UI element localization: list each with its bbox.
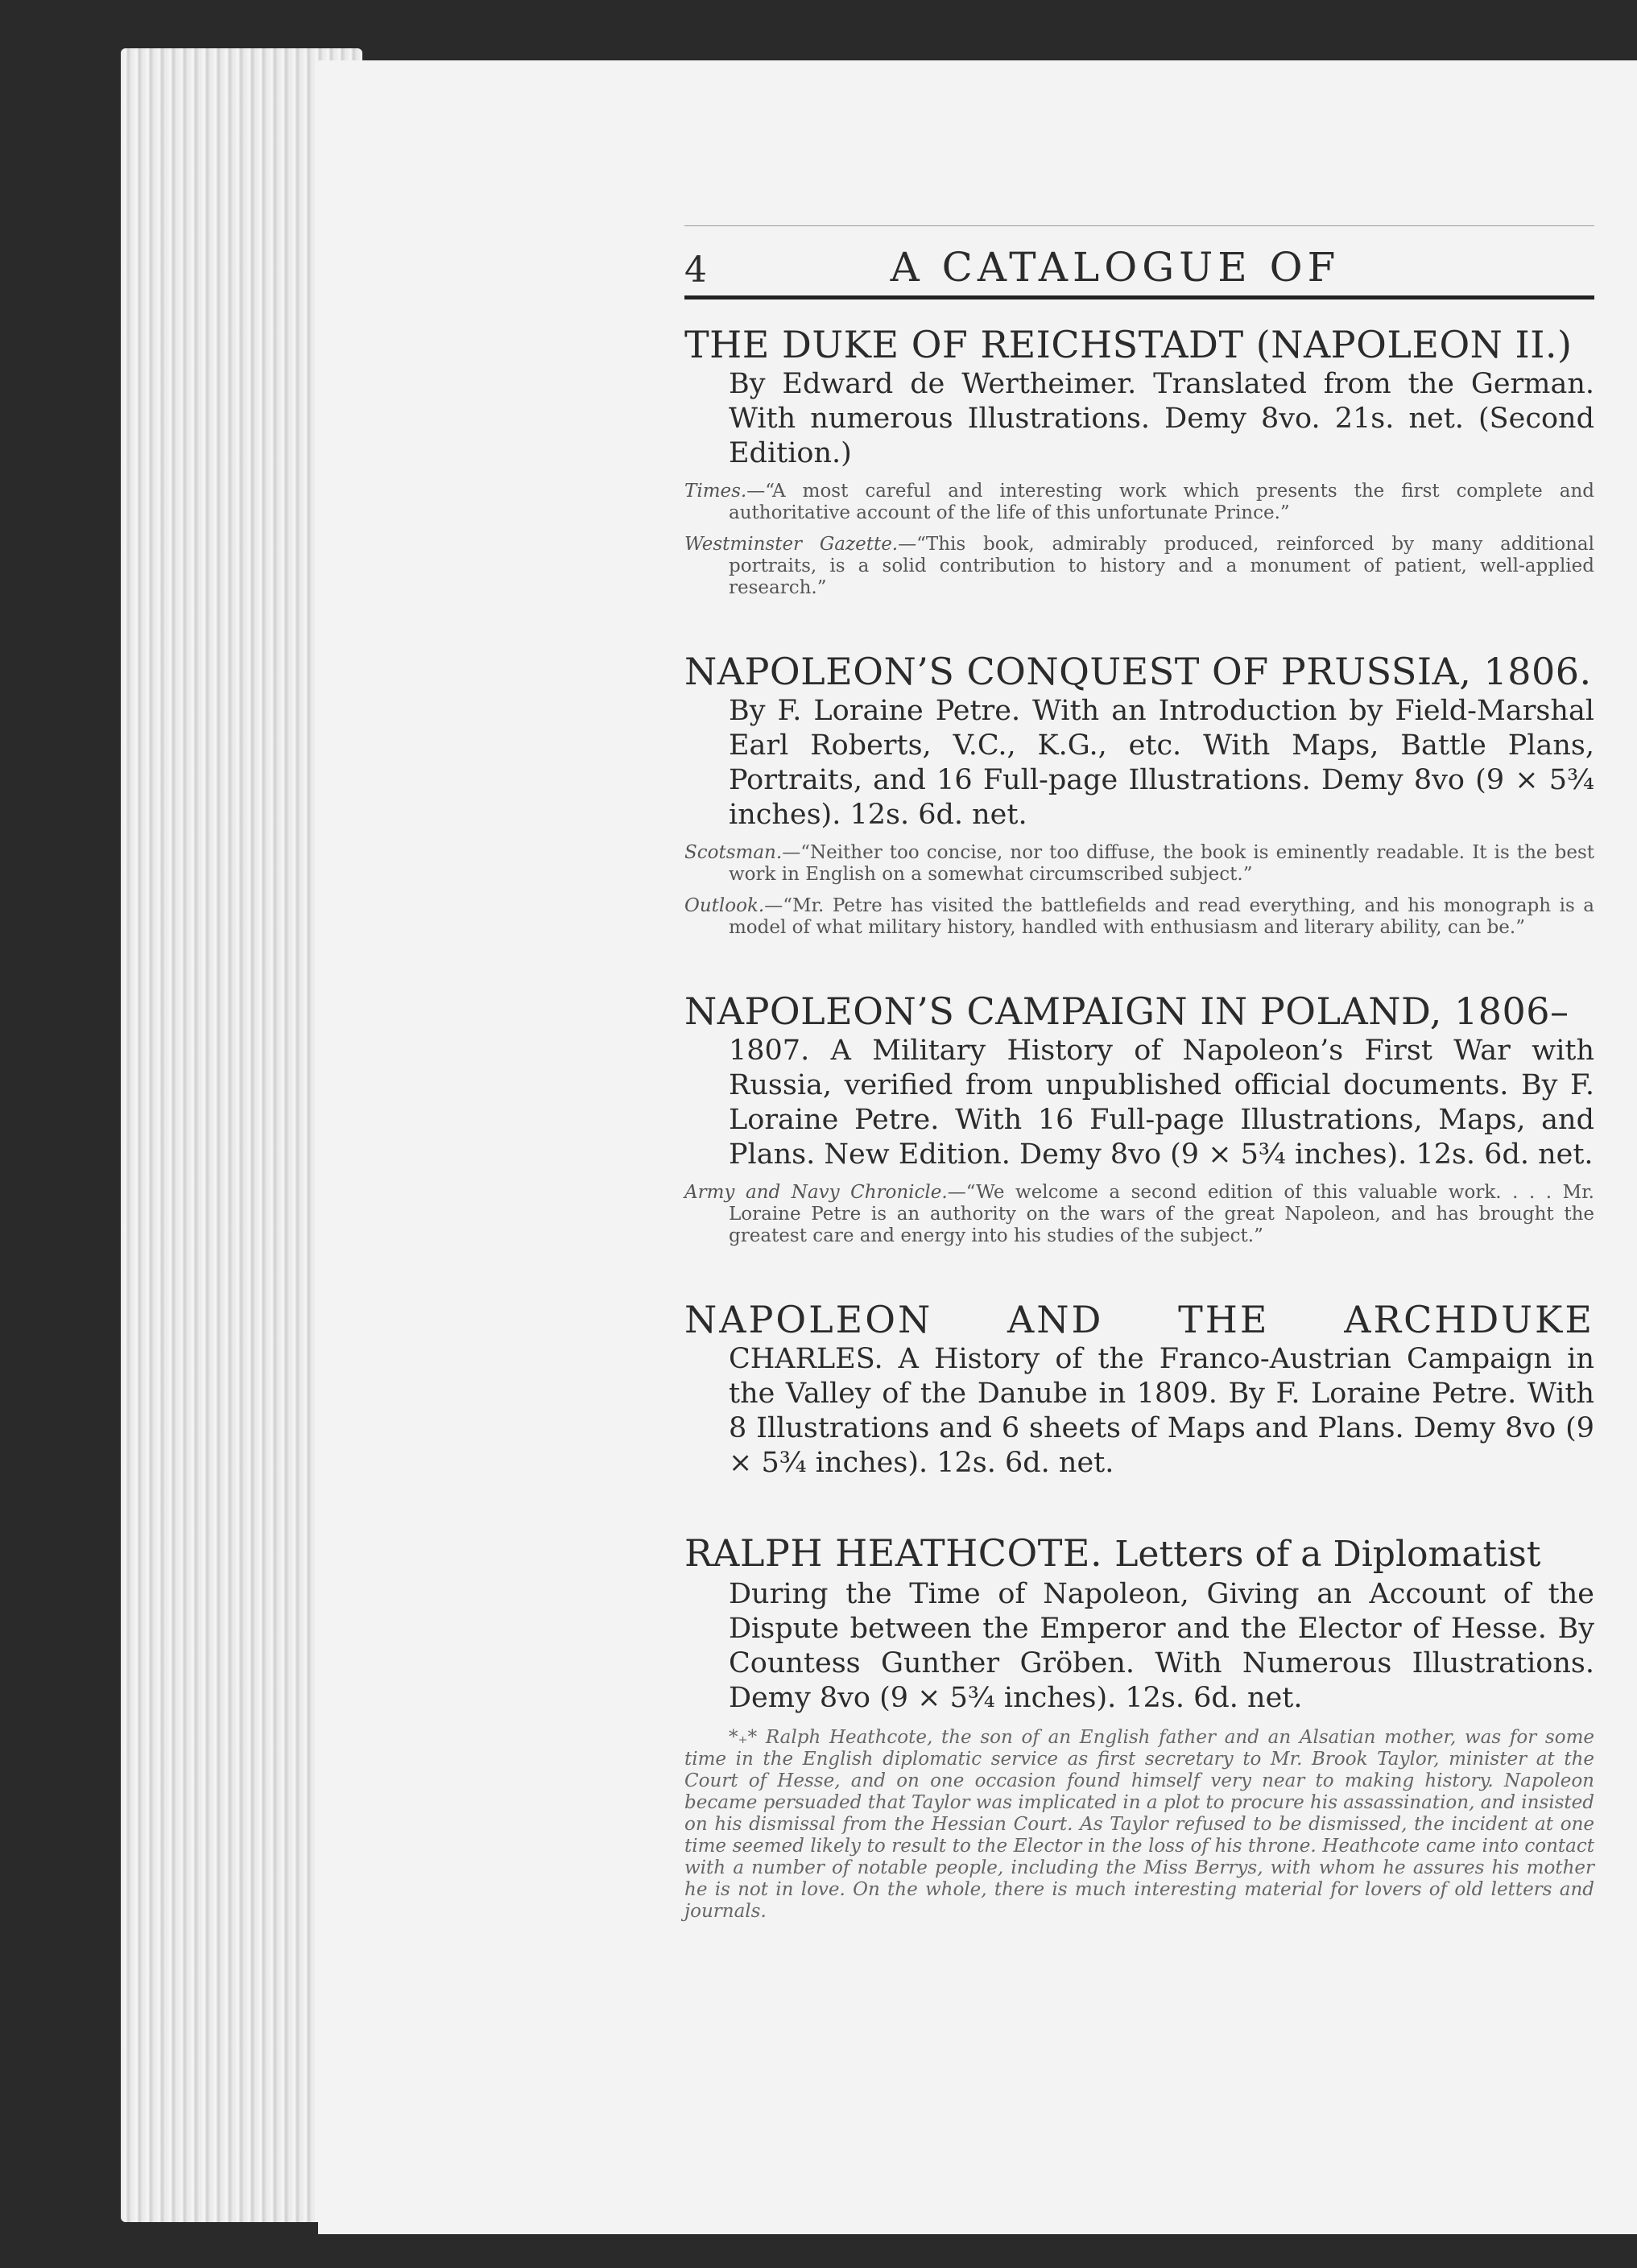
review-source: Times. — [684, 481, 747, 502]
entry-title: THE DUKE OF REICHSTADT (NAPOLEON II.) — [684, 323, 1573, 366]
entry-title: NAPOLEON’S CONQUEST OF PRUSSIA, 1806. — [684, 650, 1592, 693]
title-word: AND — [1007, 1298, 1104, 1341]
page-number: 4 — [684, 250, 707, 291]
catalogue-entry — [684, 989, 1594, 1247]
catalogue-entry — [684, 322, 1594, 599]
review-text: —“Mr. Petre has visited the battlefields and read everything, and his monograph is a model of what military history, handled with enthusiasm and literary ability, can be.” — [729, 895, 1594, 938]
entry-title — [684, 1531, 1594, 1577]
review-source: Army and Navy Chronicle. — [684, 1182, 948, 1203]
review-source: Westminster Gazette. — [684, 534, 899, 555]
entry-note: *₊* Ralph Heathcote, the son of an English father and an Alsatian mother, was for some time in the English diplomatic service as first secretary to Mr. Brook Taylor, minister at the Court of Hesse, and on one occasion found himself very near to making history. Napoleon became persuaded that Taylor was implicated in a plot to procure his assassination, and insisted on his dismissal from the Hessian Court. As Taylor refused to be dismissed, the incident at one time seemed likely to result to the Elector in the loss of his throne. Heathcote came into contact with a number of notable people, including the Miss Berrys, with whom he assures his mother he is not in love. On the whole, there is much interesting material for lovers of old letters and journals. — [684, 1727, 1594, 1922]
press-review — [684, 534, 1594, 599]
entry-title — [684, 1297, 1594, 1342]
catalogue-content — [684, 225, 1594, 1923]
title-word: ARCHDUKE — [1344, 1298, 1594, 1341]
title-word: THE — [1178, 1298, 1270, 1341]
press-review — [684, 895, 1594, 939]
press-review — [684, 1182, 1594, 1247]
entry-title: NAPOLEON’S CAMPAIGN IN POLAND, 1806– — [684, 989, 1569, 1033]
review-text: —“A most careful and interesting work which presents the first complete and authoritative account of the life of this unfortunate Prince.” — [729, 481, 1594, 523]
entry-title-main: RALPH HEATHCOTE. — [684, 1531, 1103, 1575]
press-review — [684, 842, 1594, 886]
entry-description: During the Time of Napoleon, Giving an Account of the Dispute between the Emperor and the Elector of Hesse. By Countess Gunther Gröben. With Numerous Illustrations. Demy 8vo (9 × 5¾ inches). 12s. 6d. net. — [729, 1578, 1594, 1714]
review-source: Outlook. — [684, 895, 765, 916]
entry-title-tail: Letters of a Diplomatist — [1114, 1534, 1541, 1575]
catalogue-entry — [684, 1531, 1594, 1923]
review-text: —“This book, admirably produced, reinforced by many additional portraits, is a solid contribution to history and a monument of patient, well-applied research.” — [729, 534, 1594, 598]
entry-description: 1807. A Military History of Napoleon’s First War with Russia, verified from unpublished official documents. By F. Loraine Petre. With 16 Full-page Illustrations, Maps, and Plans. New Edition. Demy 8vo (9 × 5¾ inches). 12s. 6d. net. — [729, 1035, 1594, 1171]
running-head-title: A CATALOGUE OF — [890, 244, 1341, 291]
review-text: —“We welcome a second edition of this valuable work. . . . Mr. Loraine Petre is an authority on the wars of the great Napoleon, and has brought the greatest care and energy into his studies of the subject.” — [729, 1182, 1594, 1246]
press-review — [684, 481, 1594, 524]
review-source: Scotsman. — [684, 842, 783, 863]
review-text: —“Neither too concise, nor too diffuse, the book is eminently readable. It is the best work in English on a somewhat circumscribed subject.” — [729, 842, 1594, 885]
entry-description: By Edward de Wertheimer. Translated from the German. With numerous Illustrations. Demy 8vo. 21s. net. (Second Edition.) — [729, 368, 1594, 469]
catalogue-entry — [684, 1297, 1594, 1481]
running-head — [684, 225, 1594, 300]
entry-description: CHARLES. A History of the Franco-Austrian Campaign in the Valley of the Danube in 1809. By F. Loraine Petre. With 8 Illustrations and 6 sheets of Maps and Plans. Demy 8vo (9 × 5¾ inches). 12s. 6d. net. — [729, 1343, 1594, 1479]
entry-description: By F. Loraine Petre. With an Introduction by Field-Marshal Earl Roberts, V.C., K.G., etc. With Maps, Battle Plans, Portraits, and 16 Full-page Illustrations. Demy 8vo (9 × 5¾ inches). 12s. 6d. net. — [729, 695, 1594, 831]
title-word: NAPOLEON — [684, 1298, 933, 1341]
catalogue-entry — [684, 649, 1594, 939]
